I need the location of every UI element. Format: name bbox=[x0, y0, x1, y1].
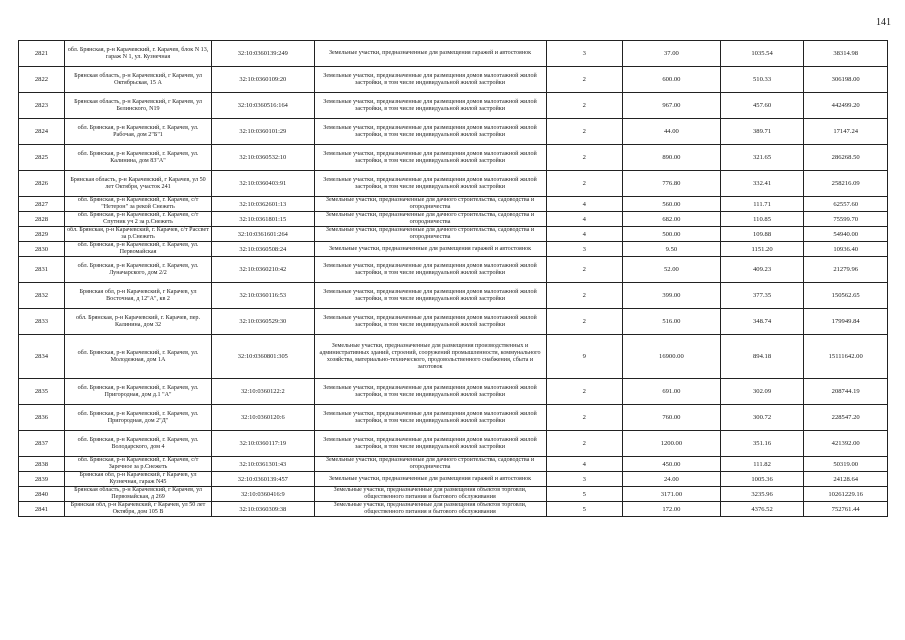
land-use-cell: Земельные участки, предназначенные для дачного строительства, садоводства и огородничества bbox=[314, 212, 546, 227]
use-group-cell: 9 bbox=[546, 335, 623, 379]
specific-value-cell: 302.09 bbox=[720, 379, 804, 405]
use-group-cell: 2 bbox=[546, 119, 623, 145]
land-use-cell: Земельные участки, предназначенные для дачного строительства, садоводства и огородничества bbox=[314, 227, 546, 242]
area-cell: 1200.00 bbox=[623, 431, 721, 457]
area-cell: 52.00 bbox=[623, 257, 721, 283]
table-row bbox=[19, 457, 888, 472]
address-cell: обл. Брянская, р-н Карачевский, г. Карачев, с/т Заречное за р.Снежеть bbox=[64, 457, 211, 472]
table-row bbox=[19, 502, 888, 517]
table-row bbox=[19, 93, 888, 119]
cadastral-value-cell: 258216.09 bbox=[804, 171, 888, 197]
use-group-cell: 2 bbox=[546, 257, 623, 283]
row-number: 2824 bbox=[19, 119, 65, 145]
cadastral-value-cell: 50319.00 bbox=[804, 457, 888, 472]
area-cell: 500.00 bbox=[623, 227, 721, 242]
specific-value-cell: 332.41 bbox=[720, 171, 804, 197]
land-use-cell: Земельные участки, предназначенные для размещения объектов торговли, общественного питания и бытового обслуживания bbox=[314, 502, 546, 517]
cadastral-number-cell: 32:10:0360109:20 bbox=[212, 67, 314, 93]
area-cell: 682.00 bbox=[623, 212, 721, 227]
use-group-cell: 3 bbox=[546, 472, 623, 487]
cadastral-number-cell: 32:10:0360529:30 bbox=[212, 309, 314, 335]
cadastral-number-cell: 32:10:0360403:91 bbox=[212, 171, 314, 197]
page-number: 141 bbox=[876, 17, 891, 28]
specific-value-cell: 1005.36 bbox=[720, 472, 804, 487]
address-cell: Брянская область, р-н Карачевский, г Карачев, ул 50 лет Октября, участок 241 bbox=[64, 171, 211, 197]
table-row bbox=[19, 487, 888, 502]
land-use-cell: Земельные участки, предназначенные для размещения домов малоэтажной жилой застройки, в том числе индивидуальной жилой застройки bbox=[314, 171, 546, 197]
row-number: 2834 bbox=[19, 335, 65, 379]
cadastral-value-cell: 10261229.16 bbox=[804, 487, 888, 502]
table-row bbox=[19, 242, 888, 257]
address-cell: обл. Брянская, р-н Карачевский, г. Карачев, с/т Рассвет за р.Снежеть bbox=[64, 227, 211, 242]
area-cell: 37.00 bbox=[623, 41, 721, 67]
area-cell: 450.00 bbox=[623, 457, 721, 472]
specific-value-cell: 510.33 bbox=[720, 67, 804, 93]
specific-value-cell: 109.88 bbox=[720, 227, 804, 242]
specific-value-cell: 377.35 bbox=[720, 283, 804, 309]
cadastral-number-cell: 32:10:0360532:10 bbox=[212, 145, 314, 171]
cadastral-value-cell: 75599.70 bbox=[804, 212, 888, 227]
use-group-cell: 3 bbox=[546, 242, 623, 257]
area-cell: 9.50 bbox=[623, 242, 721, 257]
cadastral-number-cell: 32:10:0361601:264 bbox=[212, 227, 314, 242]
address-cell: обл. Брянская, р-н Карачевский, г. Карачев, пер. Калинина, дом 32 bbox=[64, 309, 211, 335]
row-number: 2830 bbox=[19, 242, 65, 257]
specific-value-cell: 1035.54 bbox=[720, 41, 804, 67]
row-number: 2821 bbox=[19, 41, 65, 67]
row-number: 2826 bbox=[19, 171, 65, 197]
cadastral-value-cell: 752761.44 bbox=[804, 502, 888, 517]
cadastral-value-cell: 286268.50 bbox=[804, 145, 888, 171]
cadastral-value-cell: 150562.65 bbox=[804, 283, 888, 309]
specific-value-cell: 110.85 bbox=[720, 212, 804, 227]
address-cell: обл. Брянская, р-н Карачевский, г. Карачев, ул. Луначарского, дом 2/2 bbox=[64, 257, 211, 283]
land-use-cell: Земельные участки, предназначенные для дачного строительства, садоводства и огородничества bbox=[314, 197, 546, 212]
row-number: 2823 bbox=[19, 93, 65, 119]
address-cell: обл. Брянская, р-н Карачевский, г. Карачев, ул. Молодежная, дом 1А bbox=[64, 335, 211, 379]
land-use-cell: Земельные участки, предназначенные для размещения домов малоэтажной жилой застройки, в том числе индивидуальной жилой застройки bbox=[314, 283, 546, 309]
cadastral-number-cell: 32:10:0360516:164 bbox=[212, 93, 314, 119]
area-cell: 516.00 bbox=[623, 309, 721, 335]
land-use-cell: Земельные участки, предназначенные для размещения домов малоэтажной жилой застройки, в том числе индивидуальной жилой застройки bbox=[314, 67, 546, 93]
row-number: 2839 bbox=[19, 472, 65, 487]
cadastral-number-cell: 32:10:0360801:305 bbox=[212, 335, 314, 379]
row-number: 2841 bbox=[19, 502, 65, 517]
land-use-cell: Земельные участки, предназначенные для размещения гаражей и автостоянок bbox=[314, 242, 546, 257]
row-number: 2831 bbox=[19, 257, 65, 283]
cadastral-number-cell: 32:10:0360120:6 bbox=[212, 405, 314, 431]
cadastral-value-cell: 24128.64 bbox=[804, 472, 888, 487]
cadastral-number-cell: 32:10:0360508:24 bbox=[212, 242, 314, 257]
cadastral-value-cell: 17147.24 bbox=[804, 119, 888, 145]
land-use-cell: Земельные участки, предназначенные для размещения домов малоэтажной жилой застройки, в том числе индивидуальной жилой застройки bbox=[314, 309, 546, 335]
address-cell: обл. Брянская, р-н Карачевский, г. Карачев, блок N 13, гараж N 1, ул. Кузнечная bbox=[64, 41, 211, 67]
use-group-cell: 4 bbox=[546, 212, 623, 227]
area-cell: 776.80 bbox=[623, 171, 721, 197]
use-group-cell: 5 bbox=[546, 487, 623, 502]
specific-value-cell: 4376.52 bbox=[720, 502, 804, 517]
table-body bbox=[19, 41, 888, 517]
address-cell: Брянская обл, р-н Карачевский, г Карачев, ул 50 лет Октября, дом 105 В bbox=[64, 502, 211, 517]
table-row bbox=[19, 431, 888, 457]
cadastral-number-cell: 32:10:0362601:13 bbox=[212, 197, 314, 212]
area-cell: 3171.00 bbox=[623, 487, 721, 502]
row-number: 2825 bbox=[19, 145, 65, 171]
specific-value-cell: 348.74 bbox=[720, 309, 804, 335]
land-use-cell: Земельные участки, предназначенные для размещения гаражей и автостоянок bbox=[314, 41, 546, 67]
row-number: 2822 bbox=[19, 67, 65, 93]
cadastral-value-table bbox=[18, 40, 888, 517]
land-use-cell: Земельные участки, предназначенные для размещения домов малоэтажной жилой застройки, в том числе индивидуальной жилой застройки bbox=[314, 379, 546, 405]
table-row bbox=[19, 379, 888, 405]
use-group-cell: 2 bbox=[546, 309, 623, 335]
cadastral-number-cell: 32:10:0360122:2 bbox=[212, 379, 314, 405]
table-row bbox=[19, 197, 888, 212]
table-row bbox=[19, 335, 888, 379]
row-number: 2832 bbox=[19, 283, 65, 309]
cadastral-value-cell: 62557.60 bbox=[804, 197, 888, 212]
use-group-cell: 3 bbox=[546, 41, 623, 67]
area-cell: 16900.00 bbox=[623, 335, 721, 379]
cadastral-number-cell: 32:10:0361301:43 bbox=[212, 457, 314, 472]
cadastral-value-cell: 38314.98 bbox=[804, 41, 888, 67]
land-use-cell: Земельные участки, предназначенные для размещения гаражей и автостоянок bbox=[314, 472, 546, 487]
cadastral-number-cell: 32:10:0361801:15 bbox=[212, 212, 314, 227]
area-cell: 967.00 bbox=[623, 93, 721, 119]
specific-value-cell: 321.65 bbox=[720, 145, 804, 171]
area-cell: 172.00 bbox=[623, 502, 721, 517]
land-use-cell: Земельные участки, предназначенные для размещения объектов торговли, общественного питания и бытового обслуживания bbox=[314, 487, 546, 502]
specific-value-cell: 111.71 bbox=[720, 197, 804, 212]
address-cell: обл. Брянская, р-н Карачевский, г. Карачев, ул. Рабочая, дом 2"Б"1 bbox=[64, 119, 211, 145]
area-cell: 44.00 bbox=[623, 119, 721, 145]
table-row bbox=[19, 171, 888, 197]
use-group-cell: 2 bbox=[546, 171, 623, 197]
specific-value-cell: 300.72 bbox=[720, 405, 804, 431]
use-group-cell: 2 bbox=[546, 283, 623, 309]
table-row bbox=[19, 227, 888, 242]
use-group-cell: 4 bbox=[546, 197, 623, 212]
specific-value-cell: 1151.20 bbox=[720, 242, 804, 257]
table-row bbox=[19, 67, 888, 93]
table-row bbox=[19, 41, 888, 67]
cadastral-value-cell: 15111642.00 bbox=[804, 335, 888, 379]
table-row bbox=[19, 309, 888, 335]
specific-value-cell: 409.23 bbox=[720, 257, 804, 283]
row-number: 2836 bbox=[19, 405, 65, 431]
address-cell: обл. Брянская, р-н Карачевский, г. Карачев, с/т Спутник уч 2 за р.Снежеть bbox=[64, 212, 211, 227]
cadastral-value-cell: 306198.00 bbox=[804, 67, 888, 93]
row-number: 2827 bbox=[19, 197, 65, 212]
table-row bbox=[19, 119, 888, 145]
cadastral-value-cell: 54940.00 bbox=[804, 227, 888, 242]
use-group-cell: 4 bbox=[546, 457, 623, 472]
cadastral-number-cell: 32:10:0360139:457 bbox=[212, 472, 314, 487]
use-group-cell: 2 bbox=[546, 93, 623, 119]
cadastral-number-cell: 32:10:0360309:38 bbox=[212, 502, 314, 517]
address-cell: Брянская обл, р-н Карачевский, г Карачев, ул Кузнечная, гараж N45 bbox=[64, 472, 211, 487]
specific-value-cell: 457.60 bbox=[720, 93, 804, 119]
row-number: 2833 bbox=[19, 309, 65, 335]
cadastral-number-cell: 32:10:0360416:9 bbox=[212, 487, 314, 502]
cadastral-value-cell: 208744.19 bbox=[804, 379, 888, 405]
land-use-cell: Земельные участки, предназначенные для размещения домов малоэтажной жилой застройки, в том числе индивидуальной жилой застройки bbox=[314, 93, 546, 119]
use-group-cell: 2 bbox=[546, 145, 623, 171]
address-cell: Брянская область, р-н Карачевский, г Карачев, ул Октябрьская, 15 А bbox=[64, 67, 211, 93]
address-cell: Брянская область, р-н Карачевский, г Карачев, ул Белинского, N19 bbox=[64, 93, 211, 119]
cadastral-number-cell: 32:10:0360210:42 bbox=[212, 257, 314, 283]
land-use-cell: Земельные участки, предназначенные для дачного строительства, садоводства и огородничества bbox=[314, 457, 546, 472]
address-cell: Брянская обл, р-н Карачевский, г Карачев, ул Восточная, д 12"А", кв 2 bbox=[64, 283, 211, 309]
area-cell: 890.00 bbox=[623, 145, 721, 171]
row-number: 2840 bbox=[19, 487, 65, 502]
cadastral-value-cell: 228547.20 bbox=[804, 405, 888, 431]
row-number: 2829 bbox=[19, 227, 65, 242]
cadastral-value-cell: 442499.20 bbox=[804, 93, 888, 119]
address-cell: обл. Брянская, р-н Карачевский, г. Карачев, ул. Первомайская bbox=[64, 242, 211, 257]
area-cell: 691.00 bbox=[623, 379, 721, 405]
land-use-cell: Земельные участки, предназначенные для размещения домов малоэтажной жилой застройки, в том числе индивидуальной жилой застройки bbox=[314, 145, 546, 171]
address-cell: Брянская область, р-н Карачевский, г Карачев, ул Первомайская, д 269 bbox=[64, 487, 211, 502]
land-use-cell: Земельные участки, предназначенные для размещения домов малоэтажной жилой застройки, в том числе индивидуальной жилой застройки bbox=[314, 257, 546, 283]
area-cell: 560.00 bbox=[623, 197, 721, 212]
row-number: 2835 bbox=[19, 379, 65, 405]
row-number: 2838 bbox=[19, 457, 65, 472]
use-group-cell: 2 bbox=[546, 379, 623, 405]
specific-value-cell: 351.16 bbox=[720, 431, 804, 457]
land-use-cell: Земельные участки, предназначенные для размещения производственных и административных зданий, строений, сооружений промышленности, коммунального хозяйства, материально-технического, продовольственного снабжения, сбыта и заготовок bbox=[314, 335, 546, 379]
cadastral-value-cell: 179949.84 bbox=[804, 309, 888, 335]
use-group-cell: 5 bbox=[546, 502, 623, 517]
table-row bbox=[19, 405, 888, 431]
cadastral-number-cell: 32:10:0360116:53 bbox=[212, 283, 314, 309]
address-cell: обл. Брянская, р-н Карачевский, г. Карачев, ул. Калинина, дом 83"А" bbox=[64, 145, 211, 171]
row-number: 2837 bbox=[19, 431, 65, 457]
cadastral-number-cell: 32:10:0360101:29 bbox=[212, 119, 314, 145]
specific-value-cell: 3235.96 bbox=[720, 487, 804, 502]
specific-value-cell: 111.82 bbox=[720, 457, 804, 472]
cadastral-value-cell: 21279.96 bbox=[804, 257, 888, 283]
use-group-cell: 2 bbox=[546, 405, 623, 431]
area-cell: 24.00 bbox=[623, 472, 721, 487]
address-cell: обл. Брянская, р-н Карачевский, г. Карачев, с/т "Нетерон" за рекой Снежеть bbox=[64, 197, 211, 212]
area-cell: 399.00 bbox=[623, 283, 721, 309]
table-row bbox=[19, 283, 888, 309]
use-group-cell: 2 bbox=[546, 67, 623, 93]
use-group-cell: 4 bbox=[546, 227, 623, 242]
specific-value-cell: 894.18 bbox=[720, 335, 804, 379]
cadastral-number-cell: 32:10:0360117:19 bbox=[212, 431, 314, 457]
table-row bbox=[19, 212, 888, 227]
specific-value-cell: 389.71 bbox=[720, 119, 804, 145]
cadastral-number-cell: 32:10:0360139:249 bbox=[212, 41, 314, 67]
area-cell: 600.00 bbox=[623, 67, 721, 93]
land-use-cell: Земельные участки, предназначенные для размещения домов малоэтажной жилой застройки, в том числе индивидуальной жилой застройки bbox=[314, 119, 546, 145]
row-number: 2828 bbox=[19, 212, 65, 227]
cadastral-value-cell: 10936.40 bbox=[804, 242, 888, 257]
table-row bbox=[19, 472, 888, 487]
land-use-cell: Земельные участки, предназначенные для размещения домов малоэтажной жилой застройки, в том числе индивидуальной жилой застройки bbox=[314, 405, 546, 431]
address-cell: обл. Брянская, р-н Карачевский, г. Карачев, ул. Володарского, дом 4 bbox=[64, 431, 211, 457]
address-cell: обл. Брянская, р-н Карачевский, г. Карачев, ул. Пригородная, дом 2"Д" bbox=[64, 405, 211, 431]
address-cell: обл. Брянская, р-н Карачевский, г. Карачев, ул. Пригородная, дом д.1 "А" bbox=[64, 379, 211, 405]
area-cell: 760.00 bbox=[623, 405, 721, 431]
table-row bbox=[19, 145, 888, 171]
land-use-cell: Земельные участки, предназначенные для размещения домов малоэтажной жилой застройки, в том числе индивидуальной жилой застройки bbox=[314, 431, 546, 457]
cadastral-value-cell: 421392.00 bbox=[804, 431, 888, 457]
use-group-cell: 2 bbox=[546, 431, 623, 457]
table-row bbox=[19, 257, 888, 283]
